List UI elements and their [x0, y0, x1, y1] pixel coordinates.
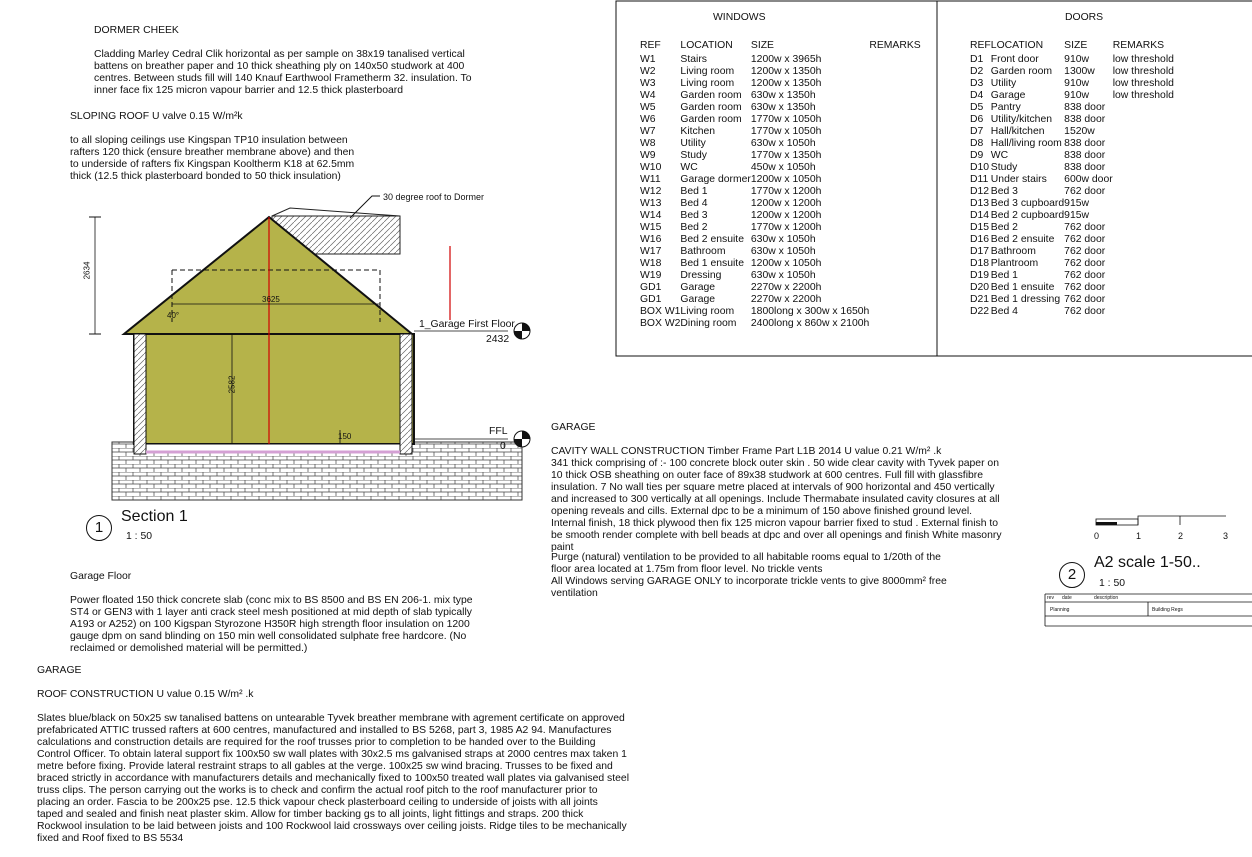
windows-cell-size: 1770w x 1350h: [750, 150, 822, 161]
doors-cell-size: 762 door: [1064, 294, 1106, 305]
doors-cell-remarks: [1113, 210, 1174, 222]
windows-cell-remarks: [869, 150, 920, 162]
windows-header-location: LOCATION: [680, 40, 733, 51]
doors-cell-remarks: [1113, 246, 1174, 258]
windows-row: [640, 222, 921, 234]
doors-cell-location: Bed 2: [990, 222, 1018, 233]
windows-cell-ref: W18: [640, 258, 662, 269]
windows-cell-remarks: [869, 162, 920, 174]
windows-cell-ref: W17: [640, 246, 662, 257]
windows-cell-size: 1770w x 1050h: [750, 126, 822, 137]
doors-cell-ref: D16: [970, 234, 990, 245]
doors-row: [970, 246, 1174, 258]
doors-cell-size: 910w: [1064, 90, 1090, 101]
doors-cell-size: 600w door: [1064, 174, 1113, 185]
windows-cell-remarks: [869, 246, 920, 258]
doors-cell-remarks: low threshold: [1112, 78, 1174, 89]
windows-cell-ref: W6: [640, 114, 656, 125]
doors-cell-location: Plantroom: [990, 258, 1039, 269]
windows-cell-size: 1770w x 1050h: [750, 114, 822, 125]
doors-cell-location: Hall/kitchen: [990, 126, 1045, 137]
windows-cell-ref: GD1: [640, 282, 662, 293]
doors-cell-size: 762 door: [1064, 246, 1106, 257]
doors-cell-remarks: [1113, 198, 1174, 210]
windows-cell-location: Living room: [680, 306, 735, 317]
doors-cell-remarks: [1113, 174, 1174, 186]
doors-cell-location: WC: [990, 150, 1009, 161]
level-marker-first-floor: [514, 323, 530, 339]
doors-cell-size: 915w: [1064, 198, 1090, 209]
windows-cell-size: 450w x 1050h: [750, 162, 816, 173]
revision-table-lines: [1045, 594, 1252, 626]
doors-header-ref: REF: [970, 40, 991, 51]
doors-cell-size: 762 door: [1064, 186, 1106, 197]
doors-cell-ref: D7: [970, 126, 984, 137]
windows-cell-remarks: [869, 306, 920, 318]
doors-cell-ref: D1: [970, 54, 984, 65]
doors-row: [970, 234, 1174, 246]
windows-cell-remarks: [869, 318, 920, 330]
windows-cell-remarks: [869, 210, 920, 222]
doors-cell-remarks: [1113, 270, 1174, 282]
doors-cell-ref: D22: [970, 306, 990, 317]
windows-cell-ref: W5: [640, 102, 656, 113]
garage-roof-note: [37, 653, 629, 857]
doors-cell-size: 910w: [1064, 54, 1090, 65]
dim-150: 150: [338, 432, 352, 441]
windows-cell-location: Dining room: [680, 318, 737, 329]
doors-cell-location: Study: [990, 162, 1018, 173]
sloping-roof-text: to all sloping ceilings use Kingspan TP10 insulation between rafters 120 thick (ensure breather membrane above) and then to underside of rafters fix Kingspan Kooltherm K18 at 62.5mm thick (12.5 thick plasterboard bonded to 50 thick insulation): [70, 135, 355, 182]
windows-cell-location: Garden room: [680, 90, 742, 101]
windows-row: [640, 78, 921, 90]
windows-cell-remarks: [869, 174, 920, 186]
windows-cell-location: Bathroom: [680, 246, 726, 257]
doors-row: [970, 210, 1174, 222]
doors-cell-size: 762 door: [1064, 234, 1106, 245]
view-scale-2: 1 : 50: [1099, 578, 1125, 589]
windows-cell-location: Garage: [680, 294, 716, 305]
windows-header-remarks: REMARKS: [869, 40, 921, 51]
windows-header-size: SIZE: [750, 40, 774, 51]
dim-3625: 3625: [262, 295, 280, 304]
windows-cell-ref: W7: [640, 126, 656, 137]
windows-cell-remarks: [869, 234, 920, 246]
windows-cell-size: 630w x 1050h: [750, 246, 816, 257]
rev-planning: Planning: [1050, 607, 1070, 613]
doors-row: [970, 186, 1174, 198]
angle-label: 40°: [167, 311, 180, 320]
windows-cell-location: Bed 4: [680, 198, 708, 209]
windows-row: [640, 150, 921, 162]
windows-cell-remarks: [869, 102, 920, 114]
windows-cell-ref: W19: [640, 270, 662, 281]
rev-header-rev: rev: [1047, 595, 1054, 601]
doors-cell-ref: D11: [970, 174, 989, 185]
scale-tick-1: 1: [1136, 531, 1142, 541]
windows-table: [640, 38, 921, 330]
doors-cell-location: Bed 1 dressing: [990, 294, 1061, 305]
windows-cell-ref: W8: [640, 138, 656, 149]
rev-header-date: date: [1062, 595, 1072, 601]
windows-cell-ref: W3: [640, 78, 656, 89]
doors-cell-location: Garden room: [990, 66, 1053, 77]
dormer-cheek-text: Cladding Marley Cedral Clik horizontal as per sample on 38x19 tanalised vertical battens on breather paper and 10 thick sheathing ply on 140x50 studwork at 400 centres. Between studs fill will 140 Knauf Earthwool Frametherm 32. insulation. To inner face fix 125 micron vapour barrier and 12.5 thick plasterboard: [94, 49, 472, 96]
doors-row: [970, 150, 1174, 162]
windows-cell-remarks: [869, 126, 920, 138]
windows-row: [640, 162, 921, 174]
doors-row: [970, 282, 1174, 294]
rev-header-description: description: [1094, 595, 1119, 601]
doors-cell-ref: D6: [970, 114, 984, 125]
doors-row: [970, 114, 1174, 126]
windows-cell-remarks: [869, 66, 920, 78]
windows-row: [640, 90, 921, 102]
doors-row: [970, 78, 1174, 90]
windows-cell-size: 1200w x 1200h: [750, 210, 822, 221]
right-wall-leaf: [400, 334, 412, 454]
doors-cell-ref: D10: [970, 162, 990, 173]
doors-cell-remarks: [1113, 222, 1174, 234]
doors-title: DOORS: [1065, 12, 1104, 23]
windows-cell-ref: W15: [640, 222, 662, 233]
dim-2634: 2634: [82, 261, 92, 280]
windows-cell-location: Study: [680, 150, 707, 161]
doors-row: [970, 162, 1174, 174]
windows-cell-ref: W13: [640, 198, 662, 209]
doors-cell-remarks: [1113, 162, 1174, 174]
level-ffl-value: 0: [500, 441, 506, 452]
doors-cell-location: Pantry: [990, 102, 1021, 113]
doors-header-remarks: REMARKS: [1112, 40, 1165, 51]
windows-cell-location: Utility: [680, 138, 706, 149]
windows-row: [640, 138, 921, 150]
windows-cell-ref: W1: [640, 54, 656, 65]
windows-cell-remarks: [869, 294, 920, 306]
windows-cell-size: 1800long x 300w x 1650h: [750, 306, 870, 317]
doors-row: [970, 258, 1174, 270]
windows-header-ref: REF: [640, 40, 661, 51]
windows-cell-size: 1200w x 1350h: [750, 78, 822, 89]
doors-cell-remarks: [1113, 150, 1174, 162]
doors-cell-remarks: [1113, 126, 1174, 138]
windows-cell-remarks: [869, 138, 920, 150]
doors-cell-size: 838 door: [1064, 114, 1106, 125]
scale-tick-0: 0: [1094, 531, 1100, 541]
windows-cell-size: 630w x 1350h: [750, 102, 816, 113]
windows-row: [640, 198, 921, 210]
doors-row: [970, 90, 1174, 102]
level-marker-ffl: [514, 431, 530, 447]
doors-cell-ref: D18: [970, 258, 990, 269]
windows-cell-ref: W11: [640, 174, 661, 185]
windows-row: [640, 114, 921, 126]
doors-cell-location: Hall/living room: [990, 138, 1062, 149]
garage-wall-heading: GARAGE: [551, 422, 596, 433]
windows-cell-location: Garage dormer: [680, 174, 751, 185]
windows-row: [640, 294, 921, 306]
windows-cell-ref: GD1: [640, 294, 662, 305]
windows-row: [640, 54, 921, 66]
windows-cell-ref: W10: [640, 162, 662, 173]
garage-roof-subheading: ROOF CONSTRUCTION U value 0.15 W/m² .k: [37, 689, 254, 700]
windows-cell-remarks: [869, 222, 920, 234]
left-wall-leaf: [134, 334, 146, 454]
doors-cell-size: 1300w: [1064, 66, 1095, 77]
doors-cell-remarks: low threshold: [1112, 54, 1174, 65]
scale-tick-2: 2: [1178, 531, 1184, 541]
windows-row: [640, 126, 921, 138]
doors-cell-size: 838 door: [1064, 150, 1106, 161]
doors-cell-size: 762 door: [1064, 270, 1106, 281]
scale-bar: [1096, 516, 1226, 525]
scale-tick-3: 3: [1223, 531, 1229, 541]
doors-cell-size: 1520w: [1064, 126, 1095, 137]
windows-cell-location: Living room: [680, 66, 735, 77]
windows-row: [640, 282, 921, 294]
doors-cell-location: Bathroom: [990, 246, 1036, 257]
windows-cell-location: Dressing: [680, 270, 722, 281]
doors-cell-ref: D17: [970, 246, 990, 257]
doors-row: [970, 138, 1174, 150]
doors-cell-location: Front door: [990, 54, 1039, 65]
windows-row: [640, 174, 921, 186]
view-number-2: 2: [1059, 562, 1085, 588]
doors-cell-location: Bed 3: [990, 186, 1018, 197]
doors-cell-size: 762 door: [1064, 282, 1106, 293]
windows-cell-location: Bed 3: [680, 210, 708, 221]
level-first-floor-value: 2432: [486, 334, 510, 345]
level-first-floor-name: 1_Garage First Floor: [419, 319, 515, 330]
windows-cell-location: Bed 2: [680, 222, 708, 233]
doors-cell-ref: D9: [970, 150, 984, 161]
doors-cell-remarks: [1113, 294, 1174, 306]
doors-cell-size: 762 door: [1064, 258, 1106, 269]
wall-insulation: [134, 334, 414, 444]
doors-cell-ref: D5: [970, 102, 984, 113]
doors-cell-ref: D13: [970, 198, 990, 209]
windows-cell-ref: W14: [640, 210, 662, 221]
windows-row: [640, 246, 921, 258]
windows-cell-location: Garden room: [680, 102, 742, 113]
doors-cell-remarks: low threshold: [1112, 66, 1174, 77]
windows-title: WINDOWS: [713, 12, 766, 23]
doors-cell-remarks: [1113, 138, 1174, 150]
windows-cell-size: 2270w x 2200h: [750, 294, 822, 305]
doors-row: [970, 306, 1174, 318]
doors-cell-size: 838 door: [1064, 138, 1106, 149]
windows-cell-ref: BOX W1: [640, 306, 681, 317]
doors-cell-size: 838 door: [1064, 162, 1106, 173]
doors-row: [970, 270, 1174, 282]
windows-cell-ref: W4: [640, 90, 656, 101]
doors-cell-ref: D14: [970, 210, 990, 221]
dormer-cheek-heading: DORMER CHEEK: [94, 25, 179, 36]
garage-floor-note: [70, 559, 473, 667]
doors-cell-remarks: [1113, 234, 1174, 246]
ventilation-note: Purge (natural) ventilation to be provided to all habitable rooms equal to 1/20th of the floor area located at 1.75m from floor level. No trickle vents All Windows serving GARAGE ONLY to incorporate trickle vents to give 8000mm² free ventilation: [551, 552, 947, 599]
doors-header-location: LOCATION: [990, 40, 1044, 51]
windows-row: [640, 186, 921, 198]
windows-cell-location: Garage: [680, 282, 716, 293]
windows-cell-size: 630w x 1050h: [750, 270, 816, 281]
windows-cell-remarks: [869, 270, 920, 282]
windows-cell-ref: W12: [640, 186, 662, 197]
windows-cell-ref: W2: [640, 66, 656, 77]
windows-row: [640, 234, 921, 246]
windows-row: [640, 258, 921, 270]
windows-cell-remarks: [869, 90, 920, 102]
windows-cell-size: 630w x 1050h: [750, 138, 816, 149]
garage-roof-heading: GARAGE: [37, 665, 82, 676]
doors-cell-location: Utility: [990, 78, 1017, 89]
doors-cell-size: 915w: [1064, 210, 1090, 221]
doors-cell-location: Bed 1 ensuite: [990, 282, 1055, 293]
windows-cell-location: Living room: [680, 78, 735, 89]
view-number-1: 1: [86, 515, 112, 541]
windows-cell-location: Kitchen: [680, 126, 716, 137]
windows-cell-location: Garden room: [680, 114, 742, 125]
doors-row: [970, 294, 1174, 306]
garage-roof-text: Slates blue/black on 50x25 sw tanalised battens on untearable Tyvek breather membrane with agrement certificate on approved prefabricated ATTIC trussed rafters at 600 centres, manufactured and installed to BS 5268, part 3, 1985 A2 94. Manufactures calculations and construction details are required for the roof trusses prior to completion to be handed over to the Building Control Officer. To obtain lateral support fix 100x50 sw wall plates with 30x2.5 ms galvanised straps at 2000 centres max taken 1 metre before fixing. Provide lateral restraint straps to all gables at the verge. 100x25 sw wind bracing. Trusses to be fixed and braced strictly in accordance with manufacturers details and mechanically fixed to 100x50 treated wall plates via galvanised steel truss clips. The person carrying out the works is to check and confirm the actual roof pitch to the roof manufacturer prior to placing an order. Fascia to be 200x25 pse. 12.5 thick vapour check plasterboard ceiling to underside of joists with all joints taped and sealed and finish neat plaster skim. Allow for timber backing gs to all joints, light fittings and straps. 200 thick Rockwool insulation to be laid between joists and 100 Rockwool laid crossways over ceiling joists. Ridge tiles to be mechanically fixed and Roof fixed to BS 5534: [37, 713, 630, 844]
windows-cell-ref: W16: [640, 234, 662, 245]
windows-cell-location: WC: [680, 162, 698, 173]
level-ffl-name: FFL: [489, 426, 508, 437]
doors-cell-ref: D19: [970, 270, 990, 281]
windows-cell-location: Bed 1: [680, 186, 708, 197]
windows-cell-size: 2270w x 2200h: [750, 282, 822, 293]
windows-cell-size: 630w x 1350h: [750, 90, 816, 101]
doors-cell-location: Garage: [990, 90, 1026, 101]
windows-cell-remarks: [869, 198, 920, 210]
doors-row: [970, 198, 1174, 210]
windows-cell-size: 1770w x 1200h: [750, 186, 822, 197]
windows-cell-location: Bed 2 ensuite: [680, 234, 744, 245]
rev-building-regs: Building Regs: [1152, 607, 1183, 613]
doors-cell-location: Bed 4: [990, 306, 1018, 317]
windows-row: [640, 270, 921, 282]
windows-row: [640, 102, 921, 114]
windows-cell-remarks: [869, 54, 920, 66]
windows-cell-size: 1200w x 1050h: [750, 258, 822, 269]
doors-row: [970, 174, 1174, 186]
view-title-2: A2 scale 1-50..: [1094, 554, 1201, 571]
windows-cell-remarks: [869, 114, 920, 126]
windows-cell-ref: W9: [640, 150, 656, 161]
doors-cell-remarks: [1113, 258, 1174, 270]
windows-cell-remarks: [869, 258, 920, 270]
windows-row: [640, 318, 921, 330]
garage-wall-note: [551, 410, 1002, 566]
dim-2582: 2582: [227, 375, 237, 394]
view-scale-1: 1 : 50: [126, 531, 152, 542]
windows-cell-size: 630w x 1050h: [750, 234, 816, 245]
doors-row: [970, 222, 1174, 234]
windows-row: [640, 306, 921, 318]
doors-cell-remarks: [1113, 102, 1174, 114]
doors-cell-location: Bed 3 cupboard: [990, 198, 1065, 209]
windows-cell-remarks: [869, 78, 920, 90]
windows-cell-ref: BOX W2: [640, 318, 681, 329]
windows-cell-size: 1200w x 1050h: [750, 174, 822, 185]
garage-floor-text: Power floated 150 thick concrete slab (conc mix to BS 8500 and BS EN 206-1. mix type ST4 or GEN3 with 1 layer anti crack steel mesh positioned at mid depth of slab typically A193 or A252) on 100 Kigspan Styrozone H350R high strength floor insulation on 1200 gauge dpm on sand blinding on 150 min well consolidated sulphate free hardcore. (No reclaimed or demolished material will be permitted.): [70, 595, 473, 654]
doors-cell-ref: D3: [970, 78, 984, 89]
doors-cell-size: 838 door: [1064, 102, 1106, 113]
doors-cell-remarks: [1113, 282, 1174, 294]
windows-cell-remarks: [869, 186, 920, 198]
doors-cell-size: 762 door: [1064, 306, 1106, 317]
windows-cell-size: 1200w x 1200h: [750, 198, 822, 209]
garage-wall-text: CAVITY WALL CONSTRUCTION Timber Frame Part L1B 2014 U value 0.21 W/m² .k 341 thick comprising of :- 100 concrete block outer skin . 50 wide clear cavity with Tyvek paper on 10 thick OSB sheathing on outer face of 89x38 studwork at 600 centres. Full fill with glassfibre insulation. 7 No wall ties per square metre placed at intervals of 900 horizontal and 450 vertically and increased to 300 vertically at all openings. Include Thermabate insulated cavity closures at all opening reveals and cills. External dpc to be a minimum of 150 above finished ground level. Internal finish, 18 thick plywood then fix 125 micron vapour barrier fixed to stud . External finish to be smooth render complete with bell beads at dpc and over all openings and finish White masonry paint: [551, 446, 1002, 553]
doors-cell-ref: D2: [970, 66, 984, 77]
doors-cell-remarks: [1113, 306, 1174, 318]
windows-row: [640, 66, 921, 78]
windows-cell-remarks: [869, 282, 920, 294]
doors-cell-remarks: [1113, 186, 1174, 198]
windows-cell-size: 1770w x 1200h: [750, 222, 822, 233]
doors-cell-size: 762 door: [1064, 222, 1106, 233]
doors-cell-remarks: low threshold: [1112, 90, 1174, 101]
windows-cell-size: 1200w x 1350h: [750, 66, 822, 77]
windows-cell-location: Stairs: [680, 54, 707, 65]
sloping-roof-heading: SLOPING ROOF U valve 0.15 W/m²k: [70, 111, 243, 122]
doors-row: [970, 126, 1174, 138]
view-title-section-1: Section 1: [121, 508, 188, 525]
doors-cell-location: Under stairs: [990, 174, 1047, 185]
doors-cell-ref: D20: [970, 282, 990, 293]
doors-cell-location: Utility/kitchen: [990, 114, 1053, 125]
doors-cell-ref: D12: [970, 186, 990, 197]
doors-header-size: SIZE: [1064, 40, 1088, 51]
doors-cell-ref: D4: [970, 90, 984, 101]
doors-cell-location: Bed 1: [990, 270, 1018, 281]
garage-floor-heading: Garage Floor: [70, 571, 132, 582]
doors-row: [970, 54, 1174, 66]
doors-cell-location: Bed 2 ensuite: [990, 234, 1055, 245]
windows-row: [640, 210, 921, 222]
doors-row: [970, 66, 1174, 78]
doors-row: [970, 102, 1174, 114]
doors-cell-ref: D21: [970, 294, 990, 305]
doors-cell-ref: D8: [970, 138, 984, 149]
doors-cell-location: Bed 2 cupboard: [990, 210, 1065, 221]
windows-cell-size: 2400long x 860w x 2100h: [750, 318, 870, 329]
windows-cell-size: 1200w x 3965h: [750, 54, 822, 65]
doors-table: [970, 38, 1174, 318]
doors-cell-ref: D15: [970, 222, 990, 233]
roof-label: 30 degree roof to Dormer: [383, 192, 485, 202]
windows-cell-location: Bed 1 ensuite: [680, 258, 744, 269]
doors-cell-remarks: [1113, 114, 1174, 126]
doors-cell-size: 910w: [1064, 78, 1090, 89]
